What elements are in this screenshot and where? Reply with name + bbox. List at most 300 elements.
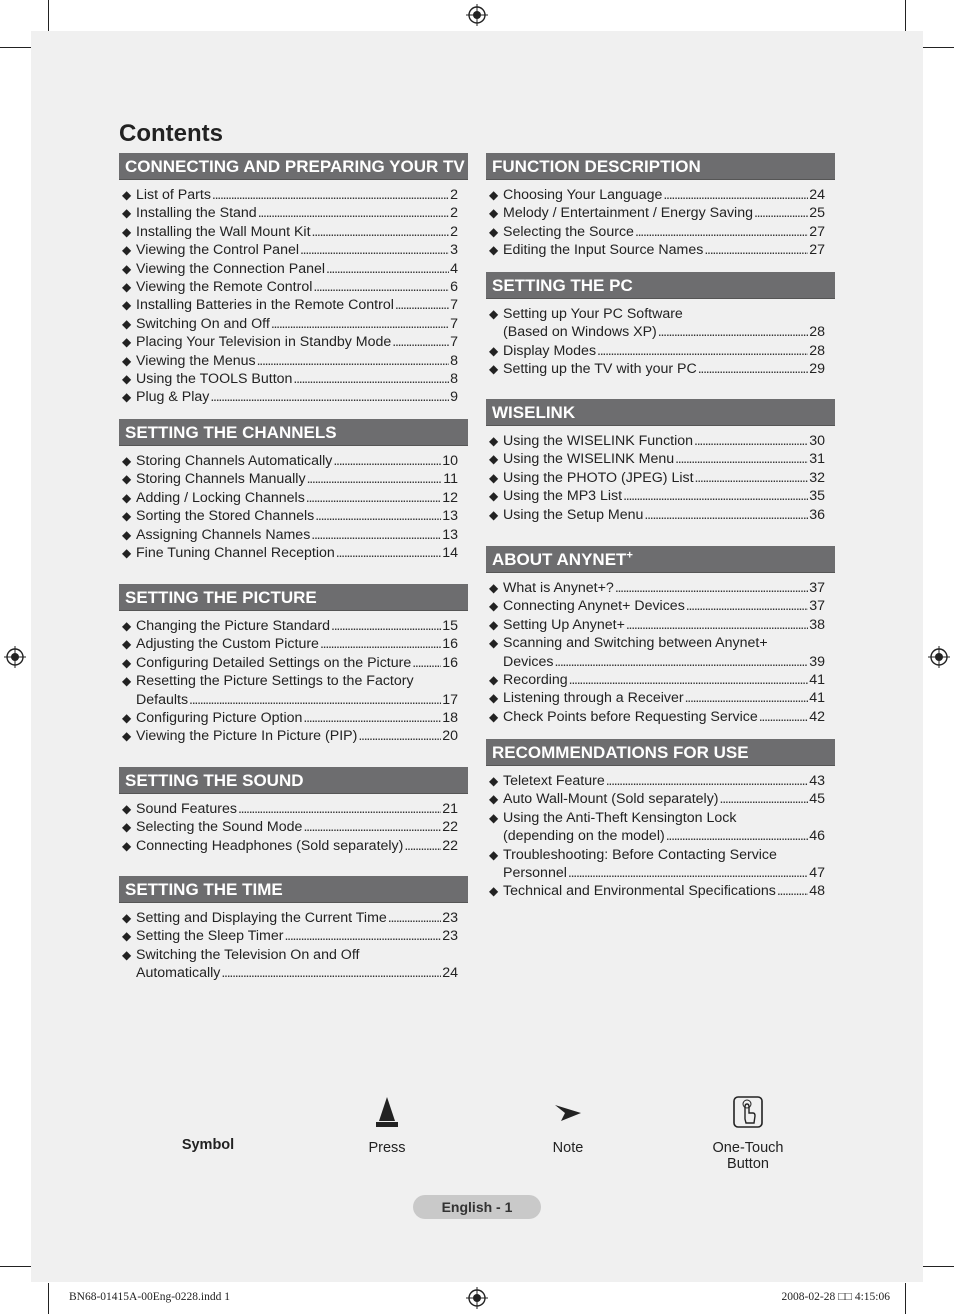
dot-leader xyxy=(300,241,449,259)
toc-entry[interactable] xyxy=(119,507,468,525)
crop-mark xyxy=(0,1266,31,1267)
dot-leader xyxy=(754,204,808,222)
toc-entry-title: Viewing the Connection Panel xyxy=(136,260,326,277)
registration-mark-icon xyxy=(466,4,488,26)
dot-leader xyxy=(597,342,808,360)
toc-entry-page-number: 27 xyxy=(809,223,825,240)
toc-entry-title: Configuring Picture Option xyxy=(136,710,303,727)
toc-entry-title: Storing Channels Automatically xyxy=(136,453,333,469)
toc-entry[interactable] xyxy=(486,846,835,883)
toc-entry-page-number: 24 xyxy=(442,965,458,982)
toc-entry[interactable] xyxy=(119,927,468,945)
toc-entry-title: Resetting the Picture Settings to the Factory xyxy=(136,673,414,690)
toc-entry[interactable] xyxy=(119,388,468,406)
toc-entry-page-number: 42 xyxy=(809,708,825,725)
toc-entry[interactable] xyxy=(119,315,468,333)
toc-entry[interactable] xyxy=(119,204,468,222)
diamond-bullet-icon: ◆ xyxy=(122,655,132,670)
one-touch-button-icon xyxy=(732,1095,764,1129)
dot-leader xyxy=(777,882,808,900)
dot-leader xyxy=(315,507,441,525)
toc-entry[interactable] xyxy=(119,654,468,672)
toc-entry-page-number: 39 xyxy=(809,653,825,670)
section-heading xyxy=(486,399,835,426)
registration-mark-icon xyxy=(466,1287,488,1309)
toc-entry-page-number: 16 xyxy=(442,654,458,671)
toc-entry[interactable] xyxy=(119,544,468,562)
section-heading xyxy=(486,272,835,299)
diamond-bullet-icon: ◆ xyxy=(489,774,499,788)
toc-entry-page-number: 28 xyxy=(809,342,825,359)
dot-leader xyxy=(623,487,808,505)
toc-entry[interactable] xyxy=(119,296,468,314)
crop-mark xyxy=(48,1283,49,1314)
dot-leader xyxy=(663,186,808,204)
toc-entry-title: Viewing the Menus xyxy=(136,352,256,369)
diamond-bullet-icon: ◆ xyxy=(122,619,132,633)
toc-section-pc xyxy=(486,272,835,379)
dot-leader xyxy=(313,278,449,296)
toc-entry-title: Connecting Headphones (Sold separately) xyxy=(136,837,404,854)
toc-entry[interactable] xyxy=(119,333,468,351)
diamond-bullet-icon: ◆ xyxy=(122,637,132,652)
crop-mark xyxy=(905,0,906,31)
toc-entry-page-number: 28 xyxy=(809,324,825,341)
toc-entry-title: Installing Batteries in the Remote Control xyxy=(136,297,394,314)
toc-entry[interactable] xyxy=(119,635,468,653)
toc-entry-page-number: 22 xyxy=(442,837,458,854)
toc-entry-page-number: 37 xyxy=(809,598,825,615)
dot-leader xyxy=(686,597,808,615)
toc-entry-list xyxy=(119,909,468,983)
toc-entry-title: Choosing Your Language xyxy=(503,187,663,203)
toc-entry-title: (Based on Windows XP) xyxy=(503,324,657,341)
diamond-bullet-icon: ◆ xyxy=(122,261,132,276)
diamond-bullet-icon: ◆ xyxy=(122,454,132,468)
diamond-bullet-icon: ◆ xyxy=(122,335,132,350)
toc-entry-title: Plug & Play xyxy=(136,389,210,406)
toc-entry[interactable] xyxy=(119,241,468,259)
dot-leader xyxy=(303,818,441,836)
toc-entry[interactable] xyxy=(486,469,835,487)
dot-leader xyxy=(271,315,449,333)
toc-section-connecting xyxy=(119,153,468,407)
toc-entry-page-number: 2 xyxy=(450,187,458,203)
section-heading xyxy=(486,153,835,180)
section-heading-text: RECOMMENDATIONS FOR USE xyxy=(492,743,749,762)
toc-entry[interactable] xyxy=(486,241,835,259)
toc-entry-page-number: 31 xyxy=(809,451,825,468)
toc-entry-title: Viewing the Remote Control xyxy=(136,279,313,296)
toc-section-function xyxy=(486,153,835,260)
crop-mark xyxy=(48,0,49,31)
toc-entry-page-number: 2 xyxy=(450,205,458,222)
dot-leader xyxy=(606,772,808,790)
note-symbol xyxy=(538,1095,598,1156)
diamond-bullet-icon: ◆ xyxy=(489,188,499,202)
toc-entry-list xyxy=(486,579,835,726)
dot-leader xyxy=(311,526,441,544)
press-icon xyxy=(374,1095,400,1129)
diamond-bullet-icon: ◆ xyxy=(489,307,499,321)
toc-entry-title: Defaults xyxy=(136,691,189,708)
toc-entry-title: Scanning and Switching between Anynet+ xyxy=(503,635,768,652)
toc-section-wiselink xyxy=(486,399,835,524)
toc-entry[interactable] xyxy=(486,616,835,634)
diamond-bullet-icon: ◆ xyxy=(489,617,499,632)
toc-entry-title: Changing the Picture Standard xyxy=(136,618,331,634)
toc-entry-title: Placing Your Television in Standby Mode xyxy=(136,334,392,351)
toc-entry[interactable] xyxy=(119,709,468,727)
dot-leader xyxy=(333,452,441,470)
toc-entry-list xyxy=(486,772,835,901)
toc-entry-title: Adjusting the Custom Picture xyxy=(136,636,319,653)
dot-leader xyxy=(258,204,449,222)
toc-entry[interactable] xyxy=(486,809,835,846)
registration-mark-icon xyxy=(4,646,26,668)
dot-leader xyxy=(404,837,441,855)
diamond-bullet-icon: ◆ xyxy=(489,224,499,239)
toc-entry-page-number: 43 xyxy=(809,773,825,789)
toc-entry[interactable] xyxy=(119,370,468,388)
diamond-bullet-icon: ◆ xyxy=(122,298,132,313)
toc-entry-page-number: 30 xyxy=(809,433,825,449)
section-heading-text: FUNCTION DESCRIPTION xyxy=(492,157,701,176)
diamond-bullet-icon: ◆ xyxy=(489,599,499,614)
toc-entry-page-number: 24 xyxy=(809,187,825,203)
toc-entry-title: Setting the Sleep Timer xyxy=(136,928,284,945)
diamond-bullet-icon: ◆ xyxy=(122,188,132,202)
toc-entry-title: Switching On and Off xyxy=(136,315,270,332)
toc-entry[interactable] xyxy=(486,487,835,505)
toc-entry-title: Editing the Input Source Names xyxy=(503,242,704,259)
toc-entry-title: Devices xyxy=(503,653,554,670)
crop-mark xyxy=(905,1283,906,1314)
dot-leader xyxy=(358,727,441,745)
toc-entry-page-number: 13 xyxy=(442,526,458,543)
toc-entry-title: Using the WISELINK Menu xyxy=(503,451,675,468)
toc-entry[interactable] xyxy=(486,223,835,241)
diamond-bullet-icon: ◆ xyxy=(489,636,499,651)
toc-entry[interactable] xyxy=(119,260,468,278)
toc-entry-page-number: 9 xyxy=(450,389,458,406)
toc-entry[interactable] xyxy=(119,946,468,983)
dot-leader xyxy=(312,223,450,241)
one-touch-label: One-Touch xyxy=(712,1140,784,1156)
dot-leader xyxy=(284,927,441,945)
toc-entry[interactable] xyxy=(486,790,835,808)
toc-entry-title: Sorting the Stored Channels xyxy=(136,508,315,525)
diamond-bullet-icon: ◆ xyxy=(489,792,499,807)
toc-entry-title: Recording xyxy=(503,672,568,689)
toc-entry[interactable] xyxy=(486,506,835,524)
toc-entry[interactable] xyxy=(119,800,468,818)
toc-entry-list xyxy=(119,452,468,562)
toc-entry-page-number: 8 xyxy=(450,371,458,388)
diamond-bullet-icon: ◆ xyxy=(122,947,132,962)
toc-entry[interactable] xyxy=(486,689,835,707)
dot-leader xyxy=(694,432,808,450)
toc-entry-page-number: 46 xyxy=(809,828,825,845)
toc-entry-page-number: 23 xyxy=(442,928,458,945)
toc-entry-title: Check Points before Requesting Service xyxy=(503,708,758,725)
toc-entry-title: Setting and Displaying the Current Time xyxy=(136,910,387,926)
toc-entry[interactable] xyxy=(486,772,835,790)
dot-leader xyxy=(412,654,441,672)
diamond-bullet-icon: ◆ xyxy=(122,509,132,524)
dot-leader xyxy=(306,489,441,507)
toc-entry-page-number: 8 xyxy=(450,352,458,369)
press-symbol xyxy=(357,1095,417,1156)
dot-leader xyxy=(568,864,808,882)
toc-entry-page-number: 27 xyxy=(809,242,825,259)
toc-entry-page-number: 10 xyxy=(442,453,458,469)
toc-entry-title: What is Anynet+? xyxy=(503,580,614,596)
toc-entry-title: Technical and Environmental Specifications xyxy=(503,883,776,900)
toc-entry-title: Setting Up Anynet+ xyxy=(503,616,625,633)
toc-entry[interactable] xyxy=(486,450,835,468)
one-touch-symbol xyxy=(698,1095,798,1172)
toc-entry[interactable] xyxy=(119,352,468,370)
diamond-bullet-icon: ◆ xyxy=(122,527,132,542)
toc-entry-title: Selecting the Sound Mode xyxy=(136,819,303,836)
toc-entry[interactable] xyxy=(119,818,468,836)
toc-entry[interactable] xyxy=(119,617,468,635)
toc-entry[interactable] xyxy=(486,342,835,360)
toc-entry[interactable] xyxy=(486,432,835,450)
crop-mark xyxy=(0,47,31,48)
dot-leader xyxy=(336,544,441,562)
dot-leader xyxy=(307,470,443,488)
toc-entry[interactable] xyxy=(119,489,468,507)
diamond-bullet-icon: ◆ xyxy=(489,206,499,221)
toc-entry[interactable] xyxy=(119,909,468,927)
toc-entry[interactable] xyxy=(119,452,468,470)
toc-section-picture xyxy=(119,584,468,746)
dot-leader xyxy=(704,241,808,259)
dot-leader xyxy=(388,909,441,927)
toc-entry-page-number: 7 xyxy=(450,315,458,332)
toc-entry-page-number: 41 xyxy=(809,672,825,689)
toc-entry[interactable] xyxy=(486,360,835,378)
toc-entry[interactable] xyxy=(119,223,468,241)
dot-leader xyxy=(395,296,449,314)
press-label: Press xyxy=(368,1140,406,1156)
diamond-bullet-icon: ◆ xyxy=(489,884,499,899)
toc-entry-title: Installing the Wall Mount Kit xyxy=(136,223,311,240)
section-heading-text: ABOUT ANYNET xyxy=(492,550,627,569)
toc-entry-page-number: 16 xyxy=(442,636,458,653)
toc-entry-title: List of Parts xyxy=(136,187,211,203)
toc-entry[interactable] xyxy=(119,526,468,544)
toc-entry[interactable] xyxy=(486,597,835,615)
diamond-bullet-icon: ◆ xyxy=(122,802,132,816)
crop-mark xyxy=(923,47,954,48)
toc-entry-title: (depending on the model) xyxy=(503,828,665,845)
diamond-bullet-icon: ◆ xyxy=(122,838,132,853)
toc-entry-page-number: 11 xyxy=(443,471,458,488)
diamond-bullet-icon: ◆ xyxy=(122,243,132,258)
toc-entry-list xyxy=(119,800,468,855)
toc-entry[interactable] xyxy=(119,672,468,709)
toc-entry-page-number: 38 xyxy=(809,616,825,633)
slug-timestamp: 2008-02-28 □□ 4:15:06 xyxy=(781,1291,890,1303)
toc-entry-list xyxy=(119,617,468,746)
dot-leader xyxy=(189,691,441,709)
crop-mark xyxy=(923,1266,954,1267)
toc-entry[interactable] xyxy=(119,278,468,296)
toc-entry-page-number: 6 xyxy=(450,279,458,296)
dot-leader xyxy=(554,653,808,671)
note-arrow-icon xyxy=(553,1095,583,1129)
diamond-bullet-icon: ◆ xyxy=(122,729,132,744)
toc-entry-title: Viewing the Control Panel xyxy=(136,242,299,259)
toc-entry-page-number: 14 xyxy=(442,545,458,562)
toc-entry-page-number: 17 xyxy=(442,691,458,708)
dot-leader xyxy=(212,186,449,204)
dot-leader xyxy=(675,450,808,468)
toc-section-sound xyxy=(119,767,468,855)
toc-entry-title: Using the WISELINK Function xyxy=(503,433,694,449)
section-heading xyxy=(119,584,468,611)
toc-entry-title: Switching the Television On and Off xyxy=(136,946,360,963)
page-title: Contents xyxy=(119,120,223,147)
dot-leader xyxy=(221,964,441,982)
dot-leader xyxy=(635,223,808,241)
toc-entry[interactable] xyxy=(486,186,835,204)
slug-filename: BN68-01415A-00Eng-0228.indd 1 xyxy=(69,1291,230,1303)
section-heading xyxy=(119,419,468,446)
note-label: Note xyxy=(552,1140,584,1156)
toc-entry-page-number: 22 xyxy=(442,819,458,836)
toc-entry-title: Listening through a Receiver xyxy=(503,690,684,707)
toc-entry-title: Storing Channels Manually xyxy=(136,471,306,488)
toc-entry-title: Setting up the TV with your PC xyxy=(503,361,697,378)
toc-entry-page-number: 4 xyxy=(450,260,458,277)
toc-entry[interactable] xyxy=(486,671,835,689)
diamond-bullet-icon: ◆ xyxy=(122,711,132,726)
diamond-bullet-icon: ◆ xyxy=(489,691,499,706)
toc-entry-page-number: 3 xyxy=(450,242,458,259)
section-heading-text: CONNECTING AND PREPARING YOUR TV xyxy=(125,157,465,176)
section-heading xyxy=(486,739,835,766)
toc-entry-title: Fine Tuning Channel Reception xyxy=(136,545,335,562)
toc-entry[interactable] xyxy=(486,882,835,900)
diamond-bullet-icon: ◆ xyxy=(489,709,499,724)
toc-entry-title: Using the TOOLS Button xyxy=(136,371,293,388)
section-heading xyxy=(119,767,468,794)
section-heading xyxy=(486,546,835,573)
dot-leader xyxy=(698,360,808,378)
diamond-bullet-icon: ◆ xyxy=(489,581,499,595)
toc-entry-title: Melody / Entertainment / Energy Saving xyxy=(503,205,753,222)
toc-entry[interactable] xyxy=(119,727,468,745)
diamond-bullet-icon: ◆ xyxy=(489,243,499,258)
dot-leader xyxy=(392,333,449,351)
toc-entry-title: Personnel xyxy=(503,865,567,882)
toc-entry[interactable] xyxy=(486,204,835,222)
dot-leader xyxy=(293,370,449,388)
diamond-bullet-icon: ◆ xyxy=(122,390,132,405)
toc-entry-title: Adding / Locking Channels xyxy=(136,489,305,506)
diamond-bullet-icon: ◆ xyxy=(489,489,499,504)
toc-entry-page-number: 45 xyxy=(809,791,825,808)
toc-entry[interactable] xyxy=(486,305,835,342)
dot-leader xyxy=(644,506,808,524)
dot-leader xyxy=(695,469,809,487)
toc-entry[interactable] xyxy=(119,837,468,855)
toc-entry-list xyxy=(486,432,835,524)
section-heading-text: SETTING THE CHANNELS xyxy=(125,423,337,442)
toc-entry-title: Teletext Feature xyxy=(503,773,605,789)
toc-entry-title: Setting up Your PC Software xyxy=(503,306,683,322)
toc-entry[interactable] xyxy=(486,579,835,597)
toc-entry-title: Sound Features xyxy=(136,801,237,817)
dot-leader xyxy=(257,352,449,370)
section-heading-text: WISELINK xyxy=(492,403,576,422)
diamond-bullet-icon: ◆ xyxy=(489,343,499,358)
diamond-bullet-icon: ◆ xyxy=(122,674,132,689)
toc-entry-title: Display Modes xyxy=(503,342,597,359)
section-heading xyxy=(119,153,468,180)
dot-leader xyxy=(326,260,449,278)
diamond-bullet-icon: ◆ xyxy=(122,372,132,387)
toc-section-channels xyxy=(119,419,468,562)
toc-entry-page-number: 7 xyxy=(450,297,458,314)
toc-entry-page-number: 2 xyxy=(450,223,458,240)
toc-entry[interactable] xyxy=(486,634,835,671)
diamond-bullet-icon: ◆ xyxy=(122,546,132,561)
toc-entry-title: Viewing the Picture In Picture (PIP) xyxy=(136,728,358,745)
toc-entry-title: Automatically xyxy=(136,965,221,982)
toc-entry-page-number: 13 xyxy=(442,508,458,525)
diamond-bullet-icon: ◆ xyxy=(489,452,499,467)
toc-entry-page-number: 41 xyxy=(809,690,825,707)
toc-entry-page-number: 48 xyxy=(809,883,825,900)
diamond-bullet-icon: ◆ xyxy=(489,673,499,688)
dot-leader xyxy=(320,635,441,653)
toc-entry-page-number: 21 xyxy=(442,801,458,817)
toc-entry-title: Auto Wall-Mount (Sold separately) xyxy=(503,791,719,808)
dot-leader xyxy=(331,617,441,635)
toc-entry[interactable] xyxy=(119,186,468,204)
toc-entry-list xyxy=(119,186,468,407)
section-heading xyxy=(119,876,468,903)
dot-leader xyxy=(303,709,441,727)
toc-entry-page-number: 36 xyxy=(809,506,825,523)
section-heading-text: SETTING THE TIME xyxy=(125,880,283,899)
toc-entry-list xyxy=(486,186,835,260)
toc-entry-page-number: 12 xyxy=(442,489,458,506)
toc-entry-title: Using the Anti-Theft Kensington Lock xyxy=(503,809,737,826)
toc-entry-page-number: 29 xyxy=(809,361,825,378)
section-heading-text: SETTING THE SOUND xyxy=(125,771,304,790)
dot-leader xyxy=(759,708,808,726)
dot-leader xyxy=(569,671,809,689)
toc-entry-title: Connecting Anynet+ Devices xyxy=(503,598,685,615)
toc-entry[interactable] xyxy=(486,708,835,726)
heading-superscript: + xyxy=(626,549,633,562)
toc-entry-page-number: 25 xyxy=(809,205,825,222)
toc-entry[interactable] xyxy=(119,470,468,488)
dot-leader xyxy=(615,579,808,597)
diamond-bullet-icon: ◆ xyxy=(122,316,132,331)
dot-leader xyxy=(626,616,808,634)
dot-leader xyxy=(685,689,809,707)
toc-entry-page-number: 23 xyxy=(442,910,458,926)
toc-entry-title: Using the Setup Menu xyxy=(503,506,644,523)
dot-leader xyxy=(238,800,441,818)
